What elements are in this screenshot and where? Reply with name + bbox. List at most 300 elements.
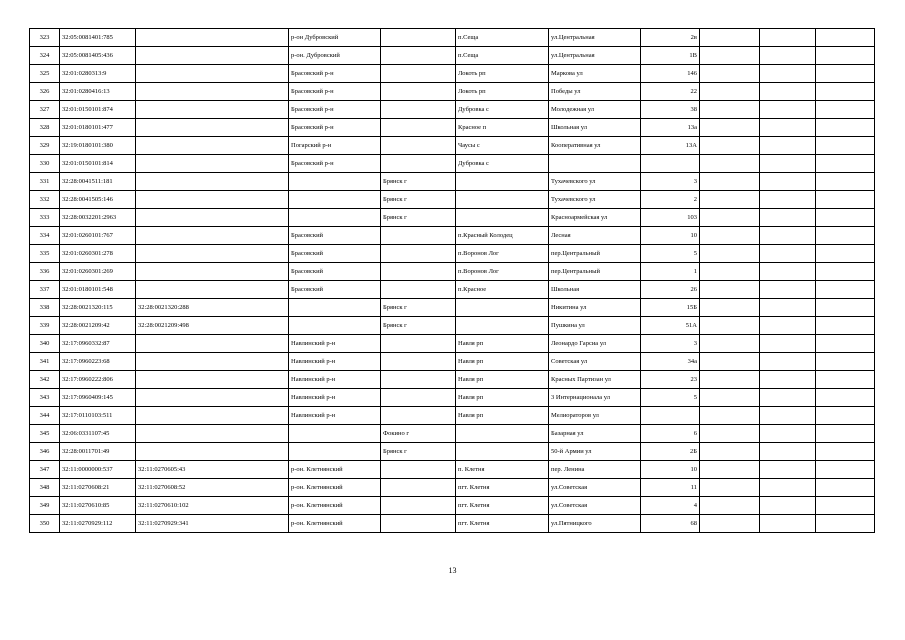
row-number-cell: 348	[30, 479, 60, 497]
table-row	[30, 353, 875, 371]
row-number-cell: 324	[30, 47, 60, 65]
cadastral-number-cell: 32:01:0260301:278	[60, 245, 136, 263]
district-cell: Брасовский	[289, 245, 381, 263]
city-cell	[381, 119, 456, 137]
cadastral-number-cell: 32:17:0960223:68	[60, 353, 136, 371]
street-cell: Никитина ул	[549, 299, 641, 317]
city-cell	[381, 263, 456, 281]
empty-cell-a	[700, 335, 760, 353]
table-row	[30, 47, 875, 65]
empty-cell-b	[760, 353, 816, 371]
city-cell	[381, 353, 456, 371]
row-number-cell: 326	[30, 83, 60, 101]
street-cell: Школьная	[549, 281, 641, 299]
row-number-cell: 341	[30, 353, 60, 371]
settlement-cell	[456, 191, 549, 209]
table-row	[30, 119, 875, 137]
house-number-cell: 2Б	[641, 443, 700, 461]
parent-cadastral-number-cell	[136, 281, 289, 299]
cadastral-number-cell: 32:28:0011701:49	[60, 443, 136, 461]
city-cell	[381, 227, 456, 245]
street-cell: 3 Интернационала ул	[549, 389, 641, 407]
empty-cell-a	[700, 515, 760, 533]
empty-cell-c	[816, 29, 875, 47]
table-row	[30, 227, 875, 245]
empty-cell-b	[760, 65, 816, 83]
city-cell	[381, 65, 456, 83]
city-cell	[381, 335, 456, 353]
empty-cell-a	[700, 101, 760, 119]
house-number-cell: 103	[641, 209, 700, 227]
city-cell: Брянск г	[381, 317, 456, 335]
house-number-cell: 10	[641, 227, 700, 245]
empty-cell-c	[816, 227, 875, 245]
row-number-cell: 342	[30, 371, 60, 389]
street-cell: Пушкина ул	[549, 317, 641, 335]
table-row	[30, 335, 875, 353]
table-row	[30, 515, 875, 533]
district-cell: р-он. Клетнянский	[289, 497, 381, 515]
cadastral-number-cell: 32:11:0270610:85	[60, 497, 136, 515]
table-row	[30, 461, 875, 479]
street-cell: пер.Центральный	[549, 245, 641, 263]
city-cell: Фокино г	[381, 425, 456, 443]
cadastral-number-cell: 32:05:0081405:436	[60, 47, 136, 65]
empty-cell-b	[760, 29, 816, 47]
table-row	[30, 173, 875, 191]
table-row	[30, 443, 875, 461]
city-cell	[381, 281, 456, 299]
empty-cell-a	[700, 191, 760, 209]
empty-cell-c	[816, 317, 875, 335]
parent-cadastral-number-cell	[136, 353, 289, 371]
cadastral-number-cell: 32:01:0280313:9	[60, 65, 136, 83]
district-cell: Навлинский р-н	[289, 407, 381, 425]
empty-cell-c	[816, 389, 875, 407]
cadastral-number-cell: 32:05:0081401:785	[60, 29, 136, 47]
empty-cell-b	[760, 191, 816, 209]
empty-cell-a	[700, 407, 760, 425]
district-cell: Навлинский р-н	[289, 371, 381, 389]
empty-cell-c	[816, 137, 875, 155]
empty-cell-b	[760, 317, 816, 335]
row-number-cell: 329	[30, 137, 60, 155]
settlement-cell: пгт. Клетня	[456, 497, 549, 515]
parent-cadastral-number-cell	[136, 209, 289, 227]
empty-cell-b	[760, 443, 816, 461]
row-number-cell: 327	[30, 101, 60, 119]
district-cell	[289, 425, 381, 443]
table-row	[30, 389, 875, 407]
house-number-cell: 4	[641, 497, 700, 515]
parent-cadastral-number-cell	[136, 263, 289, 281]
row-number-cell: 333	[30, 209, 60, 227]
cadastral-number-cell: 32:11:0000000:537	[60, 461, 136, 479]
house-number-cell	[641, 407, 700, 425]
city-cell	[381, 461, 456, 479]
parent-cadastral-number-cell	[136, 155, 289, 173]
district-cell: р-он Дубровский	[289, 29, 381, 47]
house-number-cell: 38	[641, 101, 700, 119]
cadastral-number-cell: 32:17:0110103:511	[60, 407, 136, 425]
street-cell: Базарная ул	[549, 425, 641, 443]
cadastral-number-cell: 32:01:0180101:548	[60, 281, 136, 299]
district-cell: Брасовский р-н	[289, 155, 381, 173]
district-cell: Брасовский р-н	[289, 101, 381, 119]
house-number-cell: 3	[641, 335, 700, 353]
street-cell: Лесная	[549, 227, 641, 245]
cadastral-number-cell: 32:01:0150101:874	[60, 101, 136, 119]
row-number-cell: 345	[30, 425, 60, 443]
settlement-cell: п.Сеща	[456, 47, 549, 65]
street-cell: Красноармейская ул	[549, 209, 641, 227]
city-cell	[381, 155, 456, 173]
table-row	[30, 101, 875, 119]
row-number-cell: 323	[30, 29, 60, 47]
city-cell: Брянск г	[381, 299, 456, 317]
empty-cell-a	[700, 119, 760, 137]
city-cell: Брянск г	[381, 191, 456, 209]
house-number-cell: 146	[641, 65, 700, 83]
city-cell	[381, 47, 456, 65]
house-number-cell: 2в	[641, 29, 700, 47]
district-cell	[289, 443, 381, 461]
street-cell: ул.Центральная	[549, 29, 641, 47]
street-cell: Тухачевского ул	[549, 173, 641, 191]
city-cell	[381, 245, 456, 263]
empty-cell-c	[816, 425, 875, 443]
table-row	[30, 317, 875, 335]
row-number-cell: 343	[30, 389, 60, 407]
empty-cell-b	[760, 515, 816, 533]
city-cell	[381, 515, 456, 533]
empty-cell-a	[700, 443, 760, 461]
empty-cell-c	[816, 497, 875, 515]
district-cell: р-он. Клетнянский	[289, 461, 381, 479]
table-row	[30, 407, 875, 425]
empty-cell-a	[700, 245, 760, 263]
row-number-cell: 330	[30, 155, 60, 173]
street-cell	[549, 155, 641, 173]
cadastral-number-cell: 32:01:0260101:767	[60, 227, 136, 245]
empty-cell-c	[816, 407, 875, 425]
empty-cell-b	[760, 83, 816, 101]
district-cell: р-он. Дубровский	[289, 47, 381, 65]
house-number-cell: 51А	[641, 317, 700, 335]
district-cell: р-он. Клетнянский	[289, 479, 381, 497]
empty-cell-a	[700, 299, 760, 317]
parent-cadastral-number-cell	[136, 83, 289, 101]
empty-cell-a	[700, 371, 760, 389]
empty-cell-b	[760, 263, 816, 281]
house-number-cell	[641, 155, 700, 173]
district-cell	[289, 209, 381, 227]
empty-cell-a	[700, 173, 760, 191]
settlement-cell: Навля рп	[456, 407, 549, 425]
empty-cell-c	[816, 371, 875, 389]
row-number-cell: 334	[30, 227, 60, 245]
settlement-cell	[456, 299, 549, 317]
district-cell: р-он. Клетнянский	[289, 515, 381, 533]
empty-cell-a	[700, 425, 760, 443]
empty-cell-b	[760, 461, 816, 479]
cadastral-number-cell: 32:06:0331107:45	[60, 425, 136, 443]
table-row	[30, 425, 875, 443]
empty-cell-c	[816, 47, 875, 65]
empty-cell-b	[760, 389, 816, 407]
settlement-cell: Локоть рп	[456, 83, 549, 101]
empty-cell-b	[760, 173, 816, 191]
street-cell: Школьная ул	[549, 119, 641, 137]
street-cell: пер. Ленина	[549, 461, 641, 479]
settlement-cell: Чаусы с	[456, 137, 549, 155]
cadastral-number-cell: 32:11:0270608:21	[60, 479, 136, 497]
settlement-cell: п. Клетня	[456, 461, 549, 479]
row-number-cell: 332	[30, 191, 60, 209]
empty-cell-c	[816, 515, 875, 533]
empty-cell-b	[760, 281, 816, 299]
empty-cell-b	[760, 101, 816, 119]
settlement-cell: пгт. Клетня	[456, 515, 549, 533]
house-number-cell: 5	[641, 245, 700, 263]
empty-cell-c	[816, 191, 875, 209]
city-cell	[381, 479, 456, 497]
parent-cadastral-number-cell	[136, 443, 289, 461]
settlement-cell: п.Сеща	[456, 29, 549, 47]
empty-cell-b	[760, 47, 816, 65]
row-number-cell: 328	[30, 119, 60, 137]
settlement-cell: Локоть рп	[456, 65, 549, 83]
parent-cadastral-number-cell: 32:11:0270608:52	[136, 479, 289, 497]
street-cell: ул.Советская	[549, 479, 641, 497]
city-cell	[381, 83, 456, 101]
parent-cadastral-number-cell	[136, 191, 289, 209]
table-row	[30, 479, 875, 497]
house-number-cell: 3	[641, 173, 700, 191]
street-cell: Маркова ул	[549, 65, 641, 83]
settlement-cell: Навля рп	[456, 335, 549, 353]
row-number-cell: 335	[30, 245, 60, 263]
cadastral-number-cell: 32:17:0960332:87	[60, 335, 136, 353]
empty-cell-c	[816, 65, 875, 83]
empty-cell-a	[700, 155, 760, 173]
district-cell: Навлинский р-н	[289, 335, 381, 353]
row-number-cell: 347	[30, 461, 60, 479]
table-row	[30, 155, 875, 173]
empty-cell-c	[816, 173, 875, 191]
cadastral-number-cell: 32:01:0260301:269	[60, 263, 136, 281]
city-cell	[381, 29, 456, 47]
empty-cell-a	[700, 263, 760, 281]
empty-cell-c	[816, 443, 875, 461]
empty-cell-c	[816, 245, 875, 263]
city-cell	[381, 101, 456, 119]
cadastral-number-cell: 32:28:0032201:2963	[60, 209, 136, 227]
street-cell: Мелиораторов ул	[549, 407, 641, 425]
cadastral-number-cell: 32:11:0270929:112	[60, 515, 136, 533]
house-number-cell: 26	[641, 281, 700, 299]
house-number-cell: 15Б	[641, 299, 700, 317]
parent-cadastral-number-cell	[136, 65, 289, 83]
parent-cadastral-number-cell: 32:11:0270610:102	[136, 497, 289, 515]
settlement-cell	[456, 173, 549, 191]
district-cell: Брасовский р-н	[289, 83, 381, 101]
cadastral-number-cell: 32:28:0021320:115	[60, 299, 136, 317]
cadastral-number-cell: 32:28:0041505:146	[60, 191, 136, 209]
city-cell	[381, 407, 456, 425]
empty-cell-c	[816, 209, 875, 227]
parent-cadastral-number-cell	[136, 425, 289, 443]
row-number-cell: 346	[30, 443, 60, 461]
empty-cell-c	[816, 281, 875, 299]
table-row	[30, 245, 875, 263]
empty-cell-c	[816, 83, 875, 101]
empty-cell-a	[700, 497, 760, 515]
table-row	[30, 191, 875, 209]
parent-cadastral-number-cell: 32:28:0021209:498	[136, 317, 289, 335]
settlement-cell	[456, 443, 549, 461]
parent-cadastral-number-cell	[136, 407, 289, 425]
table-body	[30, 29, 875, 533]
property-registry-table	[29, 28, 875, 533]
parent-cadastral-number-cell	[136, 29, 289, 47]
parent-cadastral-number-cell	[136, 119, 289, 137]
parent-cadastral-number-cell	[136, 173, 289, 191]
empty-cell-a	[700, 389, 760, 407]
settlement-cell	[456, 317, 549, 335]
cadastral-number-cell: 32:01:0150101:814	[60, 155, 136, 173]
table-row	[30, 209, 875, 227]
district-cell	[289, 173, 381, 191]
street-cell: Молодежная ул	[549, 101, 641, 119]
settlement-cell: Дубровка с	[456, 155, 549, 173]
empty-cell-c	[816, 353, 875, 371]
settlement-cell: п.Красное	[456, 281, 549, 299]
parent-cadastral-number-cell: 32:28:0021320:288	[136, 299, 289, 317]
empty-cell-b	[760, 479, 816, 497]
district-cell: Погарский р-н	[289, 137, 381, 155]
empty-cell-b	[760, 371, 816, 389]
table-row	[30, 83, 875, 101]
empty-cell-b	[760, 335, 816, 353]
table-row	[30, 29, 875, 47]
district-cell: Навлинский р-н	[289, 389, 381, 407]
house-number-cell: 34а	[641, 353, 700, 371]
house-number-cell: 5	[641, 389, 700, 407]
parent-cadastral-number-cell	[136, 371, 289, 389]
empty-cell-b	[760, 155, 816, 173]
settlement-cell: Дубровка с	[456, 101, 549, 119]
city-cell	[381, 137, 456, 155]
street-cell: Кооперативная ул	[549, 137, 641, 155]
empty-cell-b	[760, 227, 816, 245]
row-number-cell: 340	[30, 335, 60, 353]
empty-cell-c	[816, 263, 875, 281]
row-number-cell: 350	[30, 515, 60, 533]
empty-cell-c	[816, 479, 875, 497]
parent-cadastral-number-cell	[136, 227, 289, 245]
house-number-cell: 2	[641, 191, 700, 209]
row-number-cell: 338	[30, 299, 60, 317]
empty-cell-b	[760, 119, 816, 137]
district-cell: Брасовский р-н	[289, 119, 381, 137]
city-cell: Брянск г	[381, 173, 456, 191]
house-number-cell: 11	[641, 479, 700, 497]
empty-cell-a	[700, 29, 760, 47]
parent-cadastral-number-cell	[136, 245, 289, 263]
empty-cell-c	[816, 155, 875, 173]
district-cell: Брасовский	[289, 263, 381, 281]
empty-cell-a	[700, 281, 760, 299]
empty-cell-b	[760, 407, 816, 425]
settlement-cell: Навля рп	[456, 371, 549, 389]
street-cell: ул.Центральная	[549, 47, 641, 65]
settlement-cell: Навля рп	[456, 353, 549, 371]
city-cell	[381, 389, 456, 407]
settlement-cell: п.Воронов Лог	[456, 263, 549, 281]
table-row	[30, 263, 875, 281]
empty-cell-a	[700, 209, 760, 227]
cadastral-number-cell: 32:01:0180101:477	[60, 119, 136, 137]
house-number-cell: 13а	[641, 119, 700, 137]
street-cell: 50-й Армии ул	[549, 443, 641, 461]
settlement-cell: пгт. Клетня	[456, 479, 549, 497]
parent-cadastral-number-cell	[136, 101, 289, 119]
district-cell: Брасовский	[289, 227, 381, 245]
city-cell: Брянск г	[381, 209, 456, 227]
empty-cell-a	[700, 353, 760, 371]
settlement-cell	[456, 209, 549, 227]
table-row	[30, 371, 875, 389]
empty-cell-a	[700, 137, 760, 155]
street-cell: ул.Пятницкого	[549, 515, 641, 533]
empty-cell-a	[700, 227, 760, 245]
empty-cell-c	[816, 101, 875, 119]
parent-cadastral-number-cell: 32:11:0270929:341	[136, 515, 289, 533]
district-cell: Навлинский р-н	[289, 353, 381, 371]
table-row	[30, 281, 875, 299]
row-number-cell: 339	[30, 317, 60, 335]
house-number-cell: 1	[641, 263, 700, 281]
cadastral-number-cell: 32:01:0280416:13	[60, 83, 136, 101]
parent-cadastral-number-cell	[136, 137, 289, 155]
street-cell: Советская ул	[549, 353, 641, 371]
house-number-cell: 1В	[641, 47, 700, 65]
street-cell: ул.Советская	[549, 497, 641, 515]
city-cell	[381, 371, 456, 389]
empty-cell-c	[816, 299, 875, 317]
street-cell: пер.Центральный	[549, 263, 641, 281]
empty-cell-b	[760, 425, 816, 443]
district-cell: Брасовский р-н	[289, 65, 381, 83]
street-cell: Победы ул	[549, 83, 641, 101]
house-number-cell: 13А	[641, 137, 700, 155]
house-number-cell: 6	[641, 425, 700, 443]
empty-cell-a	[700, 83, 760, 101]
cadastral-number-cell: 32:17:0960222:806	[60, 371, 136, 389]
city-cell: Брянск г	[381, 443, 456, 461]
empty-cell-a	[700, 479, 760, 497]
table-row	[30, 497, 875, 515]
row-number-cell: 337	[30, 281, 60, 299]
empty-cell-b	[760, 497, 816, 515]
city-cell	[381, 497, 456, 515]
parent-cadastral-number-cell: 32:11:0270605:43	[136, 461, 289, 479]
table-row	[30, 299, 875, 317]
settlement-cell: п.Воронов Лог	[456, 245, 549, 263]
row-number-cell: 331	[30, 173, 60, 191]
empty-cell-a	[700, 47, 760, 65]
